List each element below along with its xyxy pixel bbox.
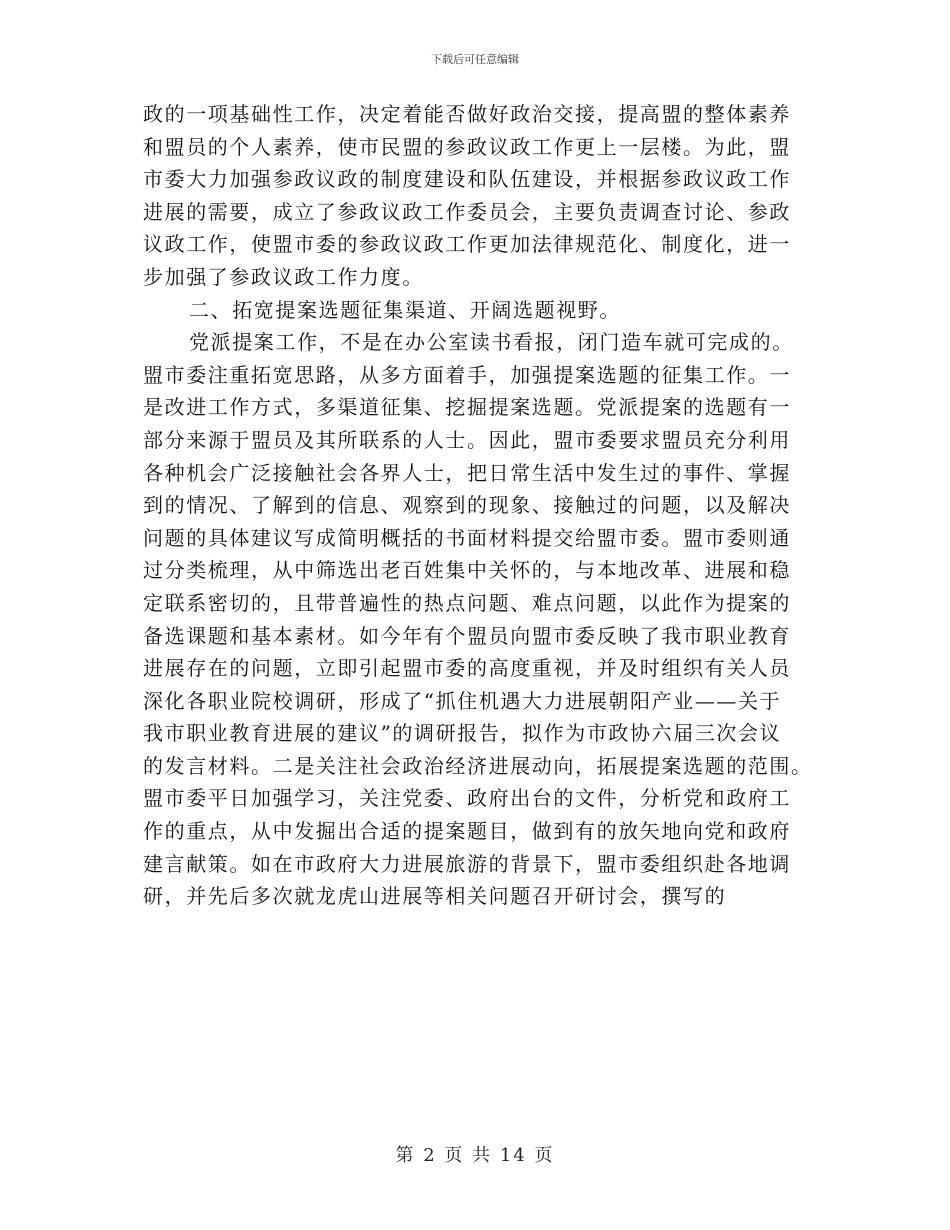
paragraph-start-line: 党派提案工作，不是在办公室读书看报，闭门造车就可完成的。 <box>189 330 794 355</box>
text-line: 问题的具体建议写成简明概括的书面材料提交给盟市委。盟市委则通 <box>143 525 791 550</box>
text-line: 各种机会广泛接触社会各界人士，把日常生活中发生过的事件、掌握 <box>143 460 791 485</box>
body-text <box>143 98 813 913</box>
text-line: 步加强了参政议政工作力度。 <box>143 264 424 289</box>
text-line: 进展存在的问题，立即引起盟市委的高度重视，并及时组织有关人员 <box>143 656 791 681</box>
text-line: 建言献策。如在市政府大力进展旅游的背景下，盟市委组织赴各地调 <box>143 851 791 876</box>
text-line: 研，并先后多次就龙虎山进展等相关问题召开研讨会，撰写的 <box>143 884 727 909</box>
text-line: 我市职业教育进展的建议”的调研报告，拟作为市政协六届三次会议 <box>143 721 782 746</box>
text-line: 议政工作，使盟市委的参政议政工作更加法律规范化、制度化，进一 <box>143 232 791 257</box>
text-line: 部分来源于盟员及其所联系的人士。因此，盟市委要求盟员充分利用 <box>143 427 791 452</box>
text-line: 的发言材料。二是关注社会政治经济进展动向，拓展提案选题的范围。 <box>143 753 813 778</box>
text-line: 过分类梳理，从中筛选出老百姓集中关怀的，与本地改革、进展和稳 <box>143 558 791 583</box>
text-line: 和盟员的个人素养，使市民盟的参政议政工作更上一层楼。为此，盟 <box>143 134 791 159</box>
text-line: 盟市委平日加强学习，关注党委、政府出台的文件，分析党和政府工 <box>143 786 791 811</box>
text-line: 政的一项基础性工作，决定着能否做好政治交接，提高盟的整体素养 <box>143 102 791 126</box>
text-line: 到的情况、了解到的信息、观察到的现象、接触过的问题，以及解决 <box>143 493 791 518</box>
text-line: 盟市委注重拓宽思路，从多方面着手，加强提案选题的征集工作。一 <box>143 362 791 387</box>
text-line: 深化各职业院校调研，形成了“抓住机遇大力进展朝阳产业——关于 <box>143 688 782 713</box>
text-line: 定联系密切的，且带普遍性的热点问题、难点问题，以此作为提案的 <box>143 590 791 615</box>
text-line: 进展的需要，成立了参政议政工作委员会，主要负责调查讨论、参政 <box>143 199 791 224</box>
page-header: 下载后可任意编辑 <box>431 53 519 66</box>
text-line: 作的重点，从中发掘出合适的提案题目，做到有的放矢地向党和政府 <box>143 819 791 844</box>
section-heading: 二、拓宽提案选题征集渠道、开阔选题视野。 <box>189 297 621 322</box>
text-line: 是改进工作方式，多渠道征集、挖掘提案选题。党派提案的选题有一 <box>143 395 791 420</box>
text-line: 备选课题和基本素材。如今年有个盟员向盟市委反映了我市职业教育 <box>143 623 791 648</box>
page-number-footer: 第 2 页 共 14 页 <box>395 1145 555 1166</box>
text-line: 市委大力加强参政议政的制度建设和队伍建设，并根据参政议政工作 <box>143 167 791 192</box>
